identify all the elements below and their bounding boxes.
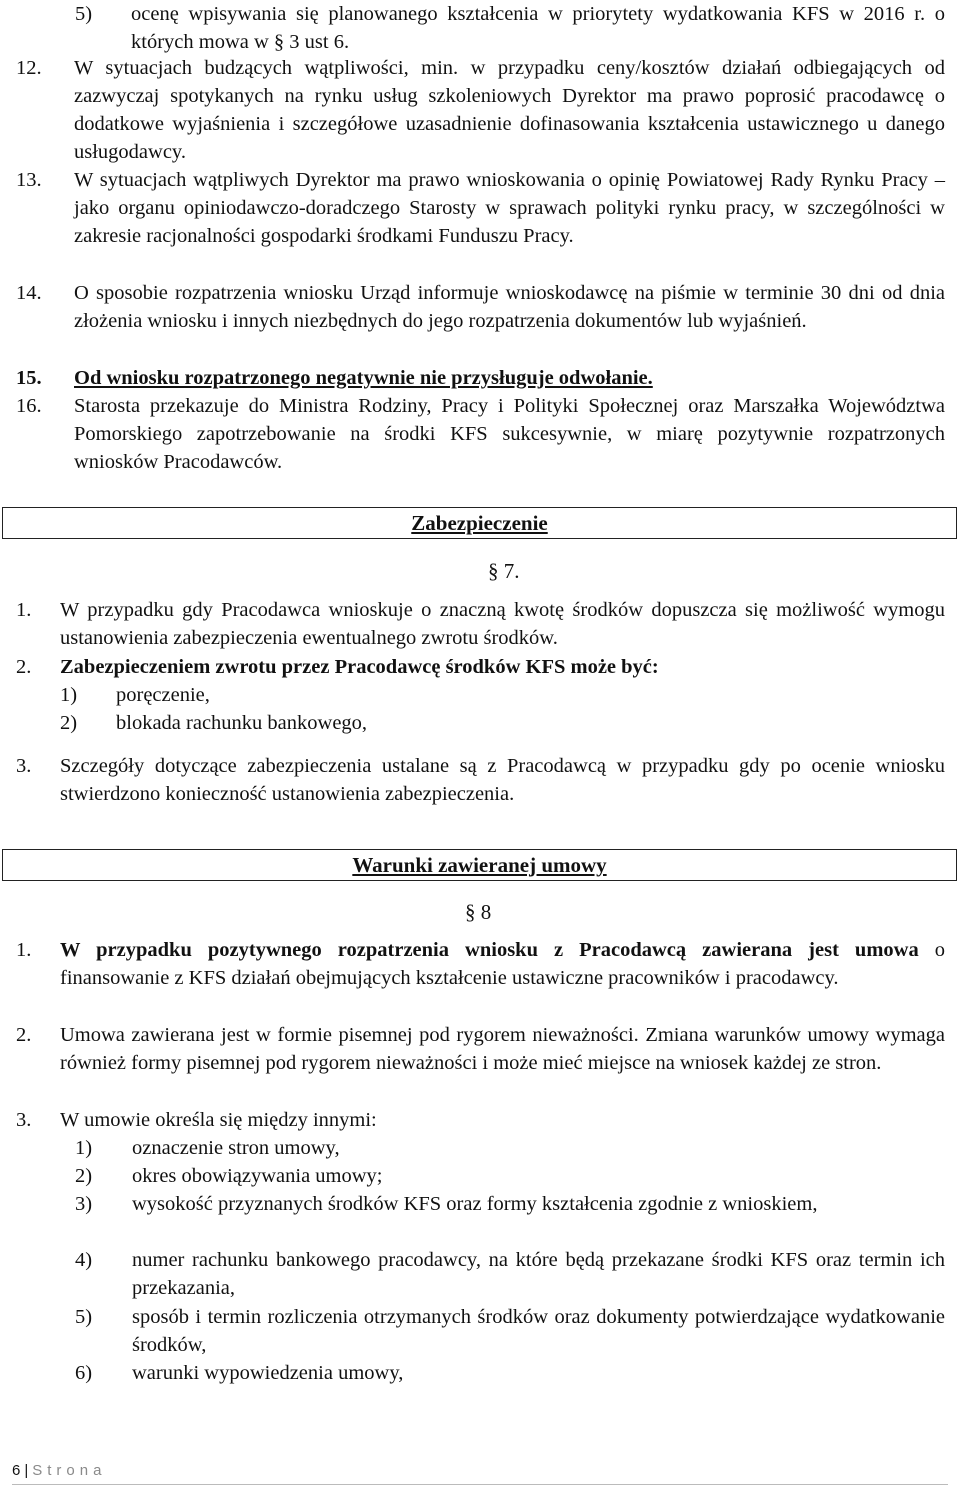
list-item-5 [75,0,945,56]
paragraph-sign: § 8 [465,900,492,924]
list-number: 1. [16,599,32,621]
list-text: Szczegóły dotyczące zabezpieczenia ustalane są z Pracodawcą w przypadku gdy po ocenie wniosku stwierdzono konieczność ustanowienia zabezpieczenia. [60,755,945,805]
list-text: sposób i termin rozliczenia otrzymanych środków oraz dokumenty potwierdzające wydatkowanie środków, [132,1306,945,1356]
sub-item-4 [75,1246,945,1302]
list-number: 2) [75,1165,93,1187]
list-number: 2) [60,712,78,734]
list-text: O sposobie rozpatrzenia wniosku Urząd informuje wnioskodawcę na piśmie w terminie 30 dni od dnia złożenia wniosku i innych niezbędnych do jego rozpatrzenia dokumentów lub wyjaśnień. [74,282,945,332]
sub-item-1 [75,1134,945,1162]
list-number: 3) [75,1193,93,1215]
list-text: numer rachunku bankowego pracodawcy, na które będą przekazane środki KFS oraz termin ich przekazania, [132,1249,945,1299]
list-number: 2. [16,656,32,678]
list-number: 6) [75,1362,93,1384]
list-text: okres obowiązywania umowy; [132,1165,383,1187]
list-text: W sytuacjach budzących wątpliwości, min. w przypadku ceny/kosztów działań odbiegających od zazwyczaj spotykanych na rynku usług szkoleniowych Dyrektor ma prawo poprosić pracodawcę o dodatkowe wyjaśnienia i szczegółowe uzasadnienie dofinasowania kształcenia ustawicznego u danego usługodawcy. [74,57,945,163]
page-label: Strona [32,1462,107,1479]
section-heading: Zabezpieczenie [411,511,548,535]
list-text: W umowie określa się między innymi: [60,1109,377,1131]
list-number: 5) [75,3,93,25]
section-heading-box [2,849,957,881]
list-text: Starosta przekazuje do Ministra Rodziny, Pracy i Polityki Społecznej oraz Marszałka Województwa Pomorskiego zapotrzebowanie na środki KFS sukcesywnie, w miarę pozytywnie rozpatrzonych wniosków Pracodawców. [74,395,945,473]
list-text [60,936,945,992]
list-item-2 [16,1021,945,1077]
list-number: 3. [16,755,32,777]
list-text-bold: W przypadku pozytywnego rozpatrzenia wniosku z Pracodawcą zawierana jest umowa [60,939,919,961]
list-number: 12. [16,57,42,79]
sub-item-6 [75,1359,945,1387]
list-item-14 [16,279,945,335]
footer-divider [12,1484,948,1485]
list-item-1 [16,936,945,992]
list-number: 2. [16,1024,32,1046]
list-item-13 [16,166,945,250]
list-number: 1) [75,1137,93,1159]
list-item-1 [16,596,945,652]
section-heading: Warunki zawieranej umowy [352,853,607,877]
sub-item-2 [75,1162,945,1190]
list-number: 3. [16,1109,32,1131]
list-number: 1) [60,684,78,706]
list-item-15 [16,364,945,392]
list-number: 13. [16,169,42,191]
list-number: 5) [75,1306,93,1328]
list-item-3 [16,1106,945,1134]
list-text: W sytuacjach wątpliwych Dyrektor ma prawo wnioskowania o opinię Powiatowej Rady Rynku Pracy – jako organu opiniodawczo-doradczego Starosty w sprawach polityki rynku pracy, w szczególności w zakresie racjonalności gospodarki środkami Funduszu Pracy. [74,169,945,247]
sub-item-3 [75,1190,945,1218]
list-text: poręczenie, [116,684,210,706]
list-text-rest: o finansowanie z KFS działań obejmujących kształcenie ustawiczne pracowników i pracodawcy. [60,939,945,989]
list-number: 14. [16,282,42,304]
list-number: 4) [75,1249,93,1271]
list-item-12 [16,54,945,166]
list-item-3 [16,752,945,808]
list-item-2 [16,653,945,681]
footer-separator: | [24,1462,29,1479]
list-text: Umowa zawierana jest w formie pisemnej pod rygorem nieważności. Zmiana warunków umowy wymaga również formy pisemnej pod rygorem nieważności i może mieć miejsce na wniosek każdej ze stron. [60,1024,945,1074]
list-text: warunki wypowiedzenia umowy, [132,1362,404,1384]
list-number: 16. [16,395,42,417]
list-text: blokada rachunku bankowego, [116,712,368,734]
sub-item-5 [75,1303,945,1359]
section-heading-box [2,507,957,539]
list-text: wysokość przyznanych środków KFS oraz formy kształcenia zgodnie z wnioskiem, [132,1193,818,1215]
page-number: 6 [12,1462,21,1479]
list-number: 1. [16,939,32,961]
page-footer [12,1462,106,1479]
list-item-16 [16,392,945,476]
list-text: Od wniosku rozpatrzonego negatywnie nie przysługuje odwołanie. [74,367,653,389]
list-text: ocenę wpisywania się planowanego kształcenia w priorytety wydatkowania KFS w 2016 r. o których mowa w § 3 ust 6. [131,3,945,53]
paragraph-sign: § 7. [488,559,520,583]
list-text: oznaczenie stron umowy, [132,1137,340,1159]
list-number: 15. [16,367,42,389]
sub-item-2 [60,709,940,737]
list-text: Zabezpieczeniem zwrotu przez Pracodawcę środków KFS może być: [60,656,659,678]
sub-item-1 [60,681,940,709]
list-text: W przypadku gdy Pracodawca wnioskuje o znaczną kwotę środków dopuszcza się możliwość wymogu ustanowienia zabezpieczenia ewentualnego zwrotu środków. [60,599,945,649]
